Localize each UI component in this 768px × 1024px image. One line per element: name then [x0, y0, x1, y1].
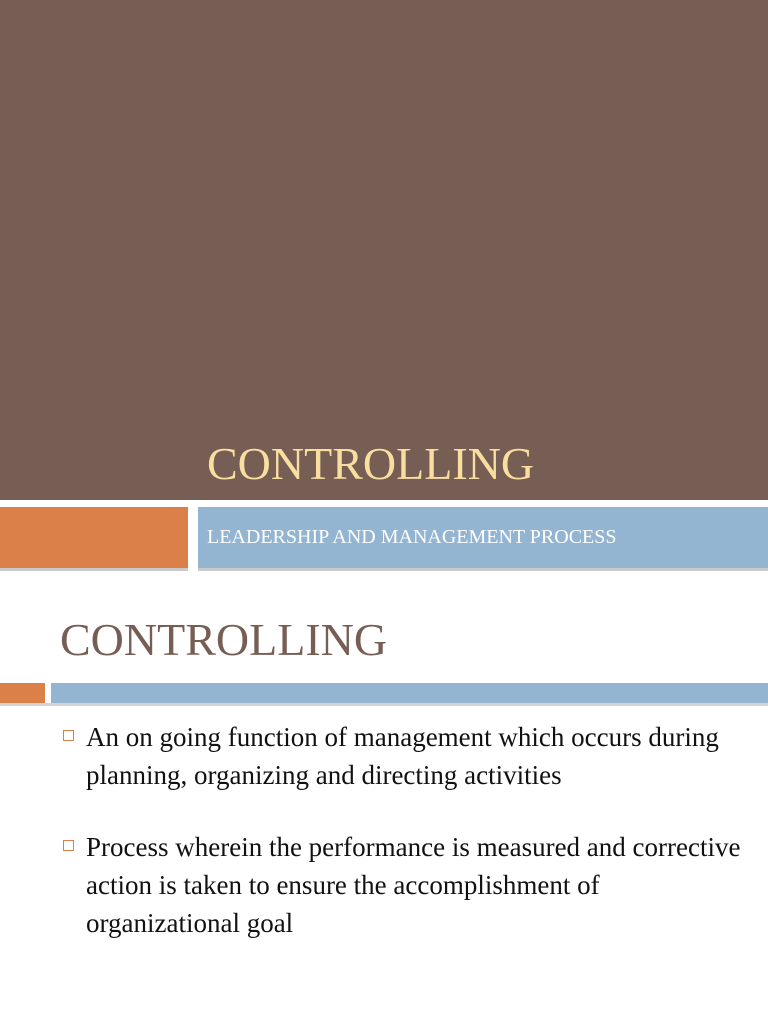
bullet-item: [60, 828, 750, 942]
square-bullet-icon: [63, 840, 74, 851]
bullet-text: An on going function of management which occurs during planning, organizing and directing activities: [86, 722, 719, 790]
content-slide-blue-bar: [51, 683, 768, 703]
bullet-text: Process wherein the performance is measured and corrective action is taken to ensure the accomplishment of organizational goal: [86, 832, 741, 938]
bullet-item: [60, 718, 750, 794]
title-slide-title: CONTROLLING: [207, 438, 535, 489]
bullet-list: [60, 718, 750, 942]
title-slide-subtitle: LEADERSHIP AND MANAGEMENT PROCESS: [207, 526, 617, 548]
content-slide: [0, 578, 768, 1024]
divider: [0, 703, 768, 706]
title-slide-header-band: [0, 0, 768, 500]
divider: [198, 568, 768, 571]
square-bullet-icon: [63, 730, 74, 741]
title-slide-orange-bar: [0, 507, 188, 568]
divider: [0, 568, 188, 571]
content-slide-title: CONTROLLING: [60, 614, 388, 665]
content-slide-orange-bar: [0, 683, 45, 703]
